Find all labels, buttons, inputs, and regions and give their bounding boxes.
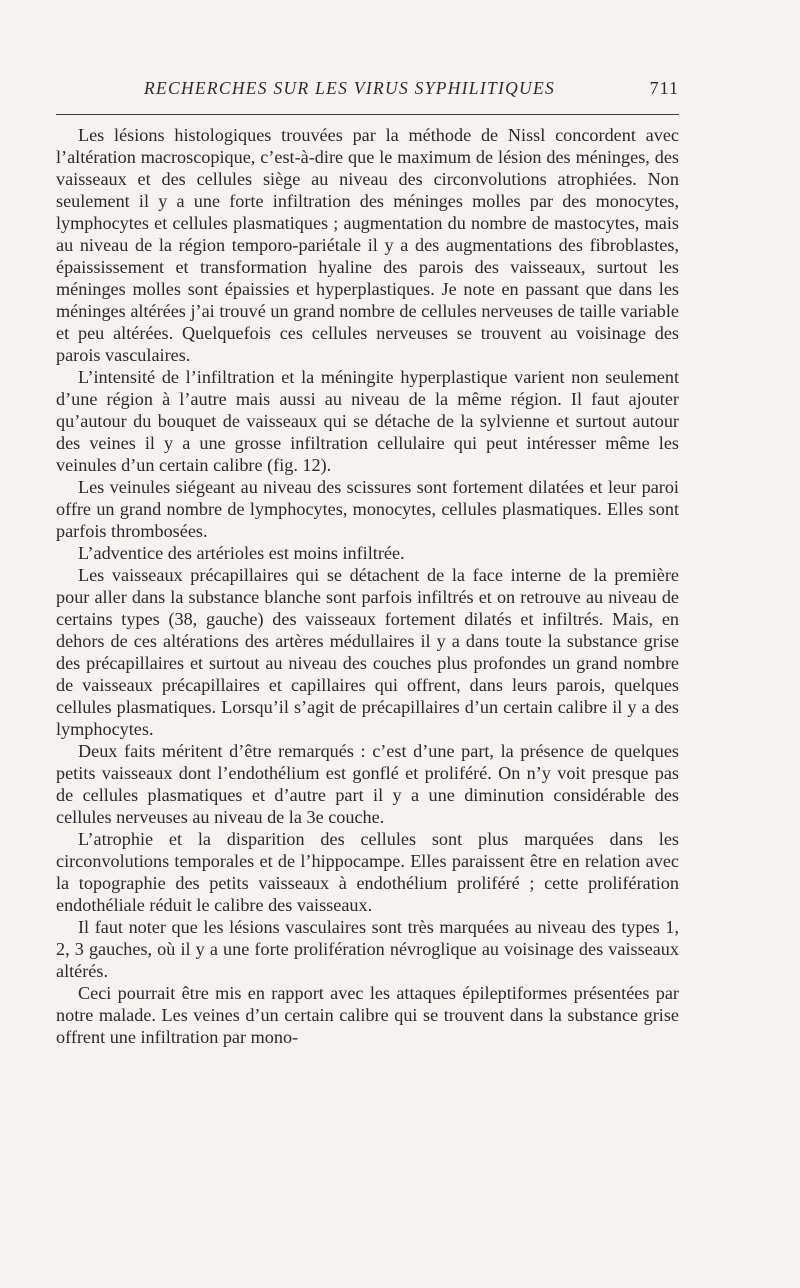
body-text: [56, 124, 679, 1048]
page-number: 711: [649, 78, 679, 98]
paragraph: Les veinules siégeant au niveau des scissures sont fortement dilatées et leur paroi offre un grand nombre de lymphocytes, monocytes, cellules plasmatiques. Elles sont parfois thrombosées.: [56, 477, 679, 541]
paragraph: L’adventice des artérioles est moins infiltrée.: [78, 543, 405, 563]
running-title: RECHERCHES SUR LES VIRUS SYPHILITIQUES: [144, 78, 556, 98]
running-head: [56, 78, 679, 106]
paragraph: Les vaisseaux précapillaires qui se détachent de la face interne de la première pour aller dans la substance blanche sont parfois infiltrés et on retrouve au niveau de certains types (38, gauche) des vaisseaux fortement dilatés et infiltrés. Mais, en dehors de ces altérations des artères médullaires il y a dans toute la substance grise des précapillaires et surtout au niveau des couches plus profondes un grand nombre de vaisseaux précapillaires et capillaires qui offrent, dans leurs parois, quelques cellules plasmatiques. Lorsqu’il s’agit de précapillaires d’un certain calibre il y a des lymphocytes.: [56, 565, 679, 739]
paragraph: Ceci pourrait être mis en rapport avec les attaques épileptiformes présentées par notre malade. Les veines d’un certain calibre qui se trouvent dans la substance grise offrent une infiltration par mono-: [56, 983, 679, 1047]
paragraph: Il faut noter que les lésions vasculaires sont très marquées au niveau des types 1, 2, 3 gauches, où il y a une forte prolifération névroglique au voisinage des vaisseaux altérés.: [56, 917, 679, 981]
header-rule: [56, 114, 679, 115]
paragraph: Deux faits méritent d’être remarqués : c’est d’une part, la présence de quelques petits vaisseaux dont l’endothélium est gonflé et proliféré. On n’y voit presque pas de cellules plasmatiques et d’autre part il y a une diminution considérable des cellules nerveuses au niveau de la 3e couche.: [56, 741, 679, 827]
paragraph: L’intensité de l’infiltration et la méningite hyperplastique varient non seulement d’une région à l’autre mais aussi au niveau de la même région. Il faut ajouter qu’autour du bouquet de vaisseaux qui se détache de la sylvienne et surtout autour des veines il y a une grosse infiltration cellulaire qui peut intéresser même les veinules d’un certain calibre (fig. 12).: [56, 367, 679, 475]
paragraph: Les lésions histologiques trouvées par la méthode de Nissl concordent avec l’altération macroscopique, c’est-à-dire que le maximum de lésion des méninges, des vaisseaux et des cellules siège au niveau des circonvolutions atrophiées. Non seulement il y a une forte infiltration des méninges molles par des monocytes, lymphocytes et cellules plasmatiques ; augmentation du nombre de mastocytes, mais au niveau de la région temporo-pariétale il y a des augmentations des fibroblastes, épaississement et transformation hyaline des parois des vaisseaux, surtout les méninges molles sont épaissies et hyperplastiques. Je note en passant que dans les méninges altérées j’ai trouvé un grand nombre de cellules nerveuses de taille variable et peu altérées. Quelquefois ces cellules nerveuses se trouvent au voisinage des parois vasculaires.: [56, 125, 679, 365]
paragraph: L’atrophie et la disparition des cellules sont plus marquées dans les circonvolutions temporales et de l’hippocampe. Elles paraissent être en relation avec la topographie des petits vaisseaux à endothélium proliféré ; cette prolifération endothéliale réduit le calibre des vaisseaux.: [56, 829, 679, 915]
